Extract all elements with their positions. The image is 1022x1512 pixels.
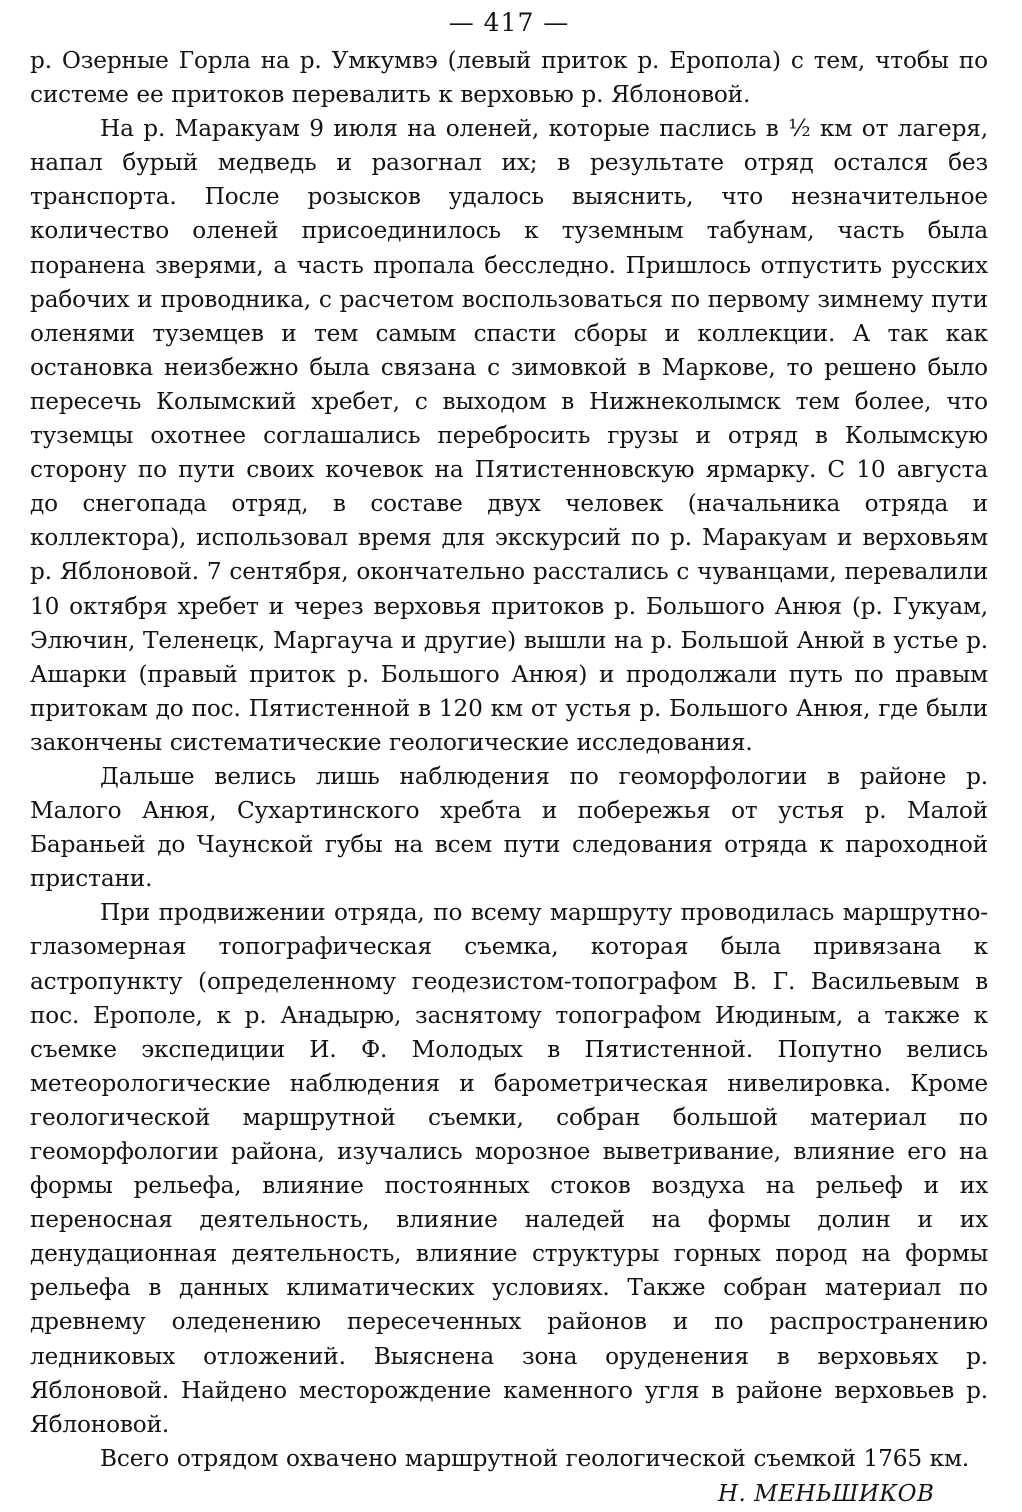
page-number: — 417 —: [448, 8, 570, 37]
body-text: [30, 44, 988, 1476]
paragraph-1: р. Озерные Горла на р. Умкумвэ (левый приток р. Еропола) с тем, чтобы по системе ее притоков перевалить к верховью р. Яблоновой.: [30, 47, 988, 109]
paragraph-4: При продвижении отряда, по всему маршруту проводилась маршрутно-глазомерная топографическая съемка, которая была привязана к астропункту (определенному геодезистом-топографом В. Г. Васильевым в пос. Ерополе, к р. Анадырю, заснятому топографом Июдиным, а также к съемке экспедиции И. Ф. Молодых в Пятистенной. Попутно велись метеорологические наблюдения и барометрическая нивелировка. Кроме геологической маршрутной съемки, собран большой материал по геоморфологии района, изучались морозное выветривание, влияние его на формы рельефа, влияние постоянных стоков воздуха на рельеф и их переносная деятельность, влияние наледей на формы долин и их денудационная деятельность, влияние структуры горных пород на формы рельефа в данных климатических условиях. Также собран материал по древнему оледенению пересеченных районов и по распространению ледниковых отложений. Выяснена зона оруденения в верховьях р. Яблоновой. Найдено месторождение каменного угля в районе верховьев р. Яблоновой.: [30, 899, 988, 1438]
paragraph-5: Всего отрядом охвачено маршрутной геологической съемкой 1765 км.: [100, 1444, 970, 1472]
author-signature: Н. МЕНЬШИКОВ: [718, 1481, 935, 1507]
paragraph-3: Дальше велись лишь наблюдения по геоморфологии в районе р. Малого Анюя, Сухартинского хребта и побережья от устья р. Малой Бараньей до Чаунской губы на всем пути следования отряда к пароходной пристани.: [30, 762, 988, 893]
paragraph-2: На р. Маракуам 9 июля на оленей, которые паслись в ½ км от лагеря, напал бурый медведь и разогнал их; в результате отряд остался без транспорта. После розысков удалось выяснить, что незначительное количество оленей присоединилось к туземным табунам, часть была поранена зверями, а часть пропала бесследно. Пришлось отпустить русских рабочих и проводника, с расчетом воспользоваться по первому зимнему пути оленями туземцев и тем самым спасти сборы и коллекции. А так как остановка неизбежно была связана с зимовкой в Маркове, то решено было пересечь Колымский хребет, с выходом в Нижнеколымск тем более, что туземцы охотнее соглашались перебросить грузы и отряд в Колымскую сторону по пути своих кочевок на Пятистенновскую ярмарку. С 10 августа до снегопада отряд, в составе двух человек (начальника отряда и коллектора), использовал время для экскурсий по р. Маракуам и верховьям р. Яблоновой. 7 сентября, окончательно расстались с чуванцами, перевалили 10 октября хребет и через верховья притоков р. Большого Анюя (р. Гукуам, Элючин, Теленецк, Маргауча и другие) вышли на р. Большой Анюй в устье р. Ашарки (правый приток р. Большого Анюя) и продолжали путь по правым притокам до пос. Пятистенной в 120 км от устья р. Большого Анюя, где были закончены систематические геологические исследования.: [30, 115, 988, 756]
